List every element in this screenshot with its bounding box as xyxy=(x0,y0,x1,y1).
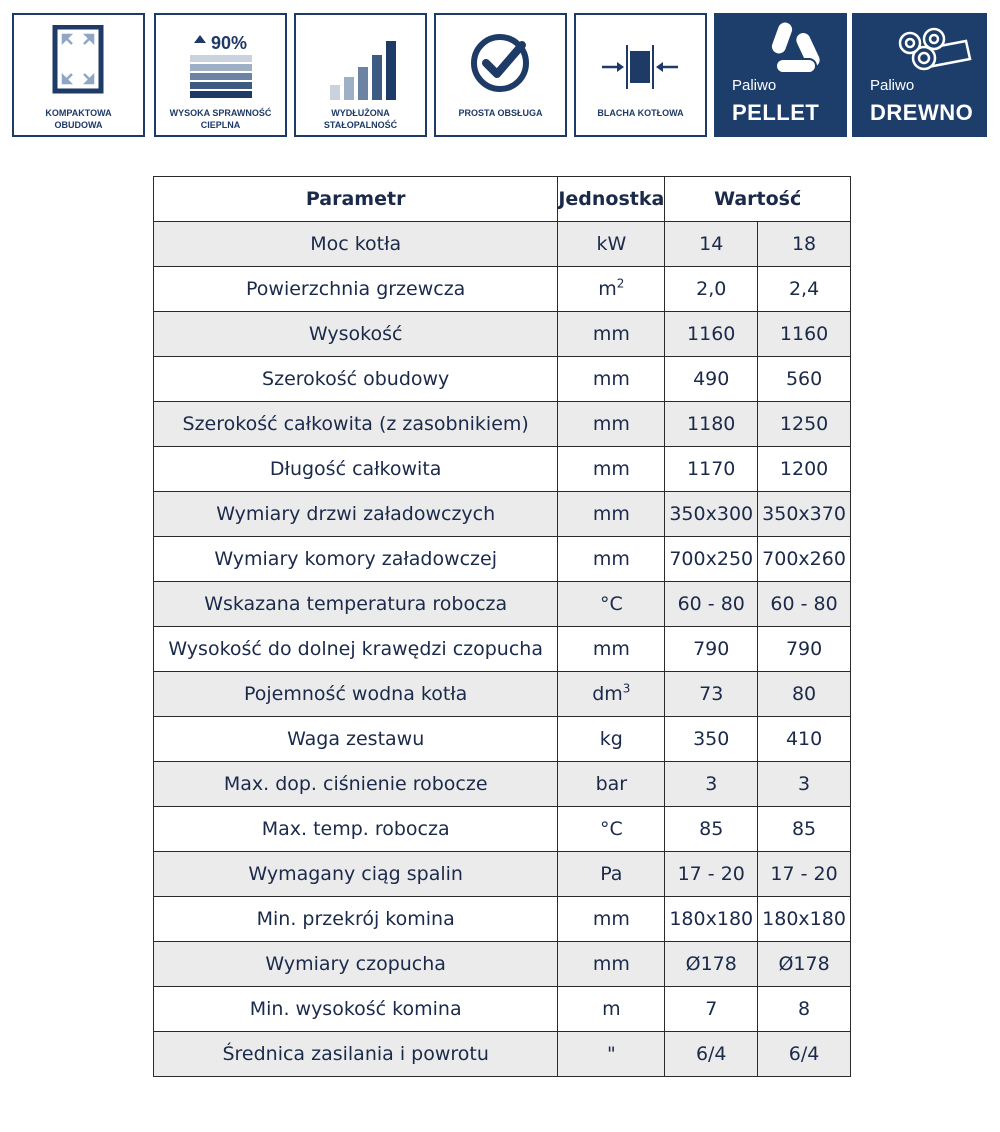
cell-wartosc-1: 6/4 xyxy=(665,1032,758,1077)
pellet-fuel-icon xyxy=(716,19,845,79)
table-header-row xyxy=(154,177,851,222)
table-row xyxy=(154,222,851,267)
cell-parametr: Średnica zasilania i powrotu xyxy=(154,1032,558,1077)
cell-wartosc-1: 60 - 80 xyxy=(665,582,758,627)
cell-jednostka xyxy=(558,807,665,852)
cell-jednostka xyxy=(558,987,665,1032)
cell-jednostka xyxy=(558,402,665,447)
cell-parametr: Wymiary czopucha xyxy=(154,942,558,987)
cell-wartosc-2: 3 xyxy=(758,762,851,807)
header-jednostka: Jednostka xyxy=(558,177,665,222)
unit-text: " xyxy=(606,1043,616,1065)
badge-kompaktowa-obudowa xyxy=(12,13,145,137)
cell-parametr: Długość całkowita xyxy=(154,447,558,492)
cell-wartosc-1: 700x250 xyxy=(665,537,758,582)
fuel-label: Paliwo xyxy=(732,77,777,94)
cell-jednostka xyxy=(558,267,665,312)
cell-wartosc-1: 3 xyxy=(665,762,758,807)
badge-paliwo-pellet xyxy=(714,13,847,137)
unit-text: mm xyxy=(592,413,630,435)
unit-text: kW xyxy=(596,233,627,255)
table-row xyxy=(154,807,851,852)
table-row xyxy=(154,762,851,807)
header-wartosc: Wartość xyxy=(665,177,851,222)
badge-prosta-obsluga xyxy=(434,13,567,137)
cell-wartosc-2: 85 xyxy=(758,807,851,852)
cell-jednostka xyxy=(558,717,665,762)
table-row xyxy=(154,672,851,717)
cell-parametr: Moc kotła xyxy=(154,222,558,267)
cell-jednostka xyxy=(558,222,665,267)
cell-wartosc-2: 80 xyxy=(758,672,851,717)
cell-parametr: Pojemność wodna kotła xyxy=(154,672,558,717)
table-row xyxy=(154,582,851,627)
header-parametr: Parametr xyxy=(154,177,558,222)
cell-jednostka xyxy=(558,357,665,402)
unit-text: mm xyxy=(592,638,630,660)
cell-parametr: Wymiary komory załadowczej xyxy=(154,537,558,582)
cell-wartosc-2: 560 xyxy=(758,357,851,402)
cell-wartosc-1: 350 xyxy=(665,717,758,762)
table-row xyxy=(154,312,851,357)
cell-parametr: Szerokość obudowy xyxy=(154,357,558,402)
cell-wartosc-2: 2,4 xyxy=(758,267,851,312)
unit-text: m xyxy=(602,998,621,1020)
cell-wartosc-1: 790 xyxy=(665,627,758,672)
unit-text: mm xyxy=(592,458,630,480)
cell-parametr: Wysokość xyxy=(154,312,558,357)
cell-jednostka xyxy=(558,942,665,987)
cell-jednostka xyxy=(558,762,665,807)
unit-text: °C xyxy=(599,818,623,840)
badge-caption: PROSTA OBSŁUGA xyxy=(458,108,543,118)
cell-parametr: Max. dop. ciśnienie robocze xyxy=(154,762,558,807)
cell-jednostka xyxy=(558,582,665,627)
table-row xyxy=(154,492,851,537)
cell-jednostka xyxy=(558,852,665,897)
cell-parametr: Max. temp. robocza xyxy=(154,807,558,852)
unit-text: mm xyxy=(592,908,630,930)
table-row xyxy=(154,627,851,672)
cell-wartosc-1: 490 xyxy=(665,357,758,402)
cell-wartosc-2: 350x370 xyxy=(758,492,851,537)
unit-exponent: 3 xyxy=(622,681,631,696)
cell-jednostka xyxy=(558,1032,665,1077)
plate-thickness-icon xyxy=(576,25,705,105)
efficiency-layers-icon xyxy=(156,25,285,105)
cell-wartosc-1: 1160 xyxy=(665,312,758,357)
unit-text: mm xyxy=(592,503,630,525)
cell-wartosc-1: 1170 xyxy=(665,447,758,492)
cell-wartosc-1: Ø178 xyxy=(665,942,758,987)
cell-wartosc-2: 6/4 xyxy=(758,1032,851,1077)
cell-parametr: Waga zestawu xyxy=(154,717,558,762)
bar-growth-icon xyxy=(296,25,425,105)
badge-wydluzona-stalopalnosc xyxy=(294,13,427,137)
cell-wartosc-2: 180x180 xyxy=(758,897,851,942)
unit-text: kg xyxy=(599,728,623,750)
cell-parametr: Wysokość do dolnej krawędzi czopucha xyxy=(154,627,558,672)
fuel-name: DREWNO xyxy=(870,100,974,125)
cell-wartosc-2: 60 - 80 xyxy=(758,582,851,627)
parameters-table xyxy=(153,176,851,1077)
cell-wartosc-1: 2,0 xyxy=(665,267,758,312)
badge-paliwo-drewno xyxy=(852,13,987,137)
cell-jednostka xyxy=(558,537,665,582)
cell-wartosc-2: 700x260 xyxy=(758,537,851,582)
table-row xyxy=(154,537,851,582)
cell-parametr: Min. przekrój komina xyxy=(154,897,558,942)
efficiency-percent: 90% xyxy=(211,33,248,53)
unit-text: Pa xyxy=(600,863,623,885)
cell-wartosc-1: 1180 xyxy=(665,402,758,447)
wood-logs-icon xyxy=(854,19,985,79)
checkmark-circle-icon xyxy=(436,25,565,105)
cell-wartosc-1: 7 xyxy=(665,987,758,1032)
cell-wartosc-2: 18 xyxy=(758,222,851,267)
cell-jednostka xyxy=(558,897,665,942)
table-row xyxy=(154,987,851,1032)
cell-parametr: Wymagany ciąg spalin xyxy=(154,852,558,897)
feature-badges xyxy=(12,13,987,139)
badge-caption: WYSOKA SPRAWNOŚĆ CIEPLNA xyxy=(169,108,272,130)
badge-blacha-kotlowa xyxy=(574,13,707,137)
unit-text: mm xyxy=(592,548,630,570)
unit-exponent: 2 xyxy=(616,276,625,291)
cell-parametr: Min. wysokość komina xyxy=(154,987,558,1032)
cell-parametr: Wskazana temperatura robocza xyxy=(154,582,558,627)
cell-wartosc-1: 180x180 xyxy=(665,897,758,942)
unit-text: mm xyxy=(592,953,630,975)
table-row xyxy=(154,897,851,942)
compact-housing-icon xyxy=(14,25,143,105)
table-row xyxy=(154,267,851,312)
unit-text: mm xyxy=(592,368,630,390)
unit-text: mm xyxy=(592,323,630,345)
table-body xyxy=(154,222,851,1077)
cell-jednostka xyxy=(558,627,665,672)
cell-wartosc-2: 1200 xyxy=(758,447,851,492)
unit-text: bar xyxy=(595,773,628,795)
cell-parametr: Szerokość całkowita (z zasobnikiem) xyxy=(154,402,558,447)
unit-text: dm xyxy=(592,683,623,705)
cell-parametr: Wymiary drzwi załadowczych xyxy=(154,492,558,537)
cell-wartosc-2: 8 xyxy=(758,987,851,1032)
cell-jednostka xyxy=(558,312,665,357)
table-row xyxy=(154,852,851,897)
cell-jednostka xyxy=(558,492,665,537)
table-row xyxy=(154,717,851,762)
cell-wartosc-1: 350x300 xyxy=(665,492,758,537)
cell-wartosc-1: 17 - 20 xyxy=(665,852,758,897)
table-row xyxy=(154,1032,851,1077)
cell-wartosc-2: 410 xyxy=(758,717,851,762)
cell-parametr: Powierzchnia grzewcza xyxy=(154,267,558,312)
badge-caption: BLACHA KOTŁOWA xyxy=(597,108,684,118)
fuel-name: PELLET xyxy=(732,100,820,125)
table-row xyxy=(154,447,851,492)
fuel-label: Paliwo xyxy=(870,77,915,94)
cell-wartosc-1: 14 xyxy=(665,222,758,267)
cell-wartosc-1: 85 xyxy=(665,807,758,852)
unit-text: m xyxy=(598,278,617,300)
table-row xyxy=(154,357,851,402)
badge-caption: WYDŁUŻONA STAŁOPALNOŚĆ xyxy=(323,108,398,130)
cell-wartosc-2: 1250 xyxy=(758,402,851,447)
cell-jednostka xyxy=(558,672,665,717)
badge-caption: KOMPAKTOWA OBUDOWA xyxy=(45,108,112,130)
badge-wysoka-sprawnosc xyxy=(154,13,287,137)
cell-wartosc-2: 1160 xyxy=(758,312,851,357)
cell-wartosc-2: 17 - 20 xyxy=(758,852,851,897)
cell-wartosc-2: 790 xyxy=(758,627,851,672)
cell-wartosc-2: Ø178 xyxy=(758,942,851,987)
cell-wartosc-1: 73 xyxy=(665,672,758,717)
cell-jednostka xyxy=(558,447,665,492)
table-row xyxy=(154,402,851,447)
unit-text: °C xyxy=(599,593,623,615)
table-row xyxy=(154,942,851,987)
